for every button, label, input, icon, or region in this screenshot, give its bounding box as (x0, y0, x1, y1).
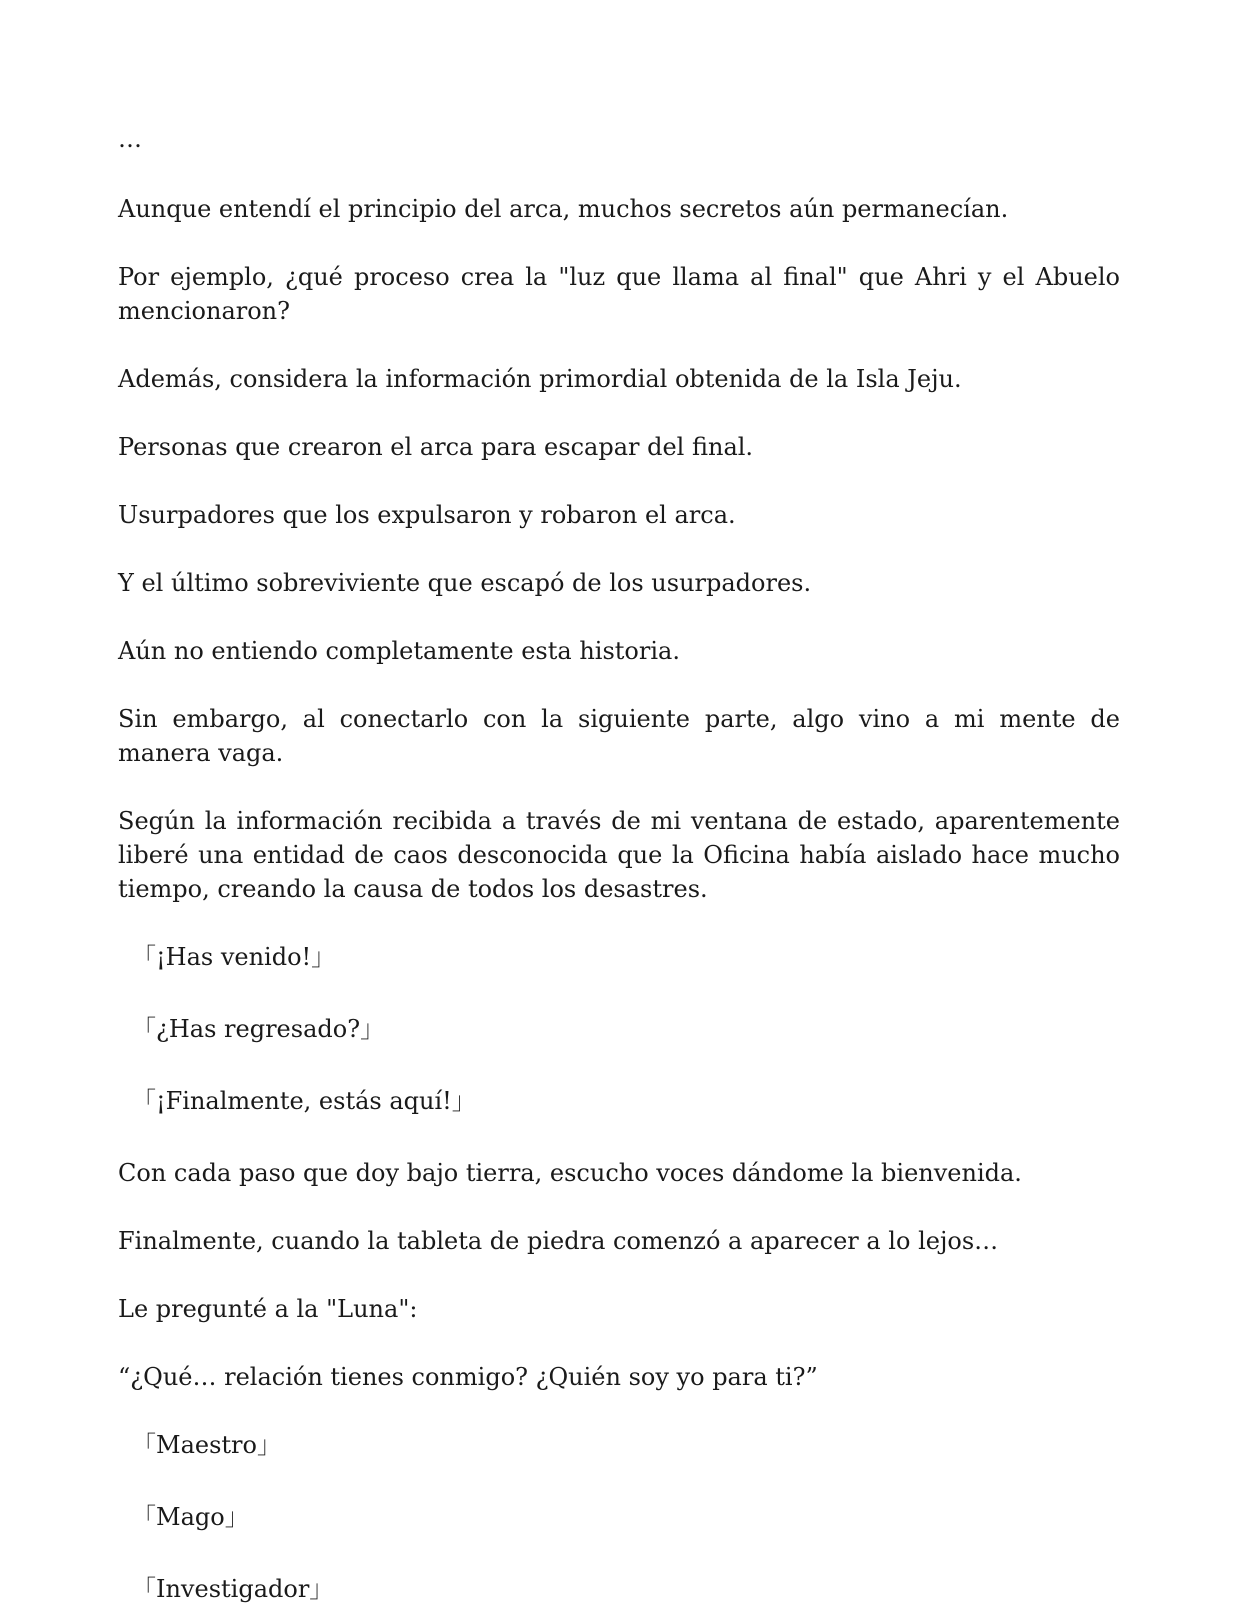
paragraph: Según la información recibida a través de mi ventana de estado, aparentemente liberé una entidad de caos desconocida que la Oficina había aislado hace mucho tiempo, creando la causa de todos los desastres. (118, 807, 1120, 903)
ellipsis-line: … (118, 125, 142, 153)
paragraph: Sin embargo, al conectarlo con la siguiente parte, algo vino a mi mente de manera vaga. (118, 705, 1120, 767)
paragraph: Por ejemplo, ¿qué proceso crea la "luz que llama al final" que Ahri y el Abuelo mencionaron? (118, 263, 1120, 325)
paragraph: Con cada paso que doy bajo tierra, escucho voces dándome la bienvenida. (118, 1159, 1022, 1187)
paragraph: Aún no entiendo completamente esta historia. (118, 637, 680, 665)
dialogue-line: 「Mago」 (132, 1503, 249, 1531)
quoted-question: “¿Qué… relación tienes conmigo? ¿Quién soy yo para ti?” (118, 1363, 818, 1391)
dialogue-line: 「¡Finalmente, estás aquí!」 (132, 1087, 476, 1115)
paragraph: Le pregunté a la "Luna": (118, 1295, 418, 1323)
dialogue-line: 「¿Has regresado?」 (132, 1015, 385, 1043)
paragraph: Y el último sobreviviente que escapó de los usurpadores. (118, 569, 812, 597)
paragraph: Personas que crearon el arca para escapar del final. (118, 433, 754, 461)
paragraph: Aunque entendí el principio del arca, muchos secretos aún permanecían. (118, 195, 1009, 223)
paragraph: Finalmente, cuando la tableta de piedra comenzó a aparecer a lo lejos… (118, 1227, 999, 1255)
paragraph: Además, considera la información primordial obtenida de la Isla Jeju. (118, 365, 962, 393)
dialogue-line: 「Investigador」 (132, 1575, 334, 1603)
dialogue-line: 「¡Has venido!」 (132, 943, 336, 971)
paragraph: Usurpadores que los expulsaron y robaron el arca. (118, 501, 736, 529)
dialogue-line: 「Maestro」 (132, 1431, 281, 1459)
